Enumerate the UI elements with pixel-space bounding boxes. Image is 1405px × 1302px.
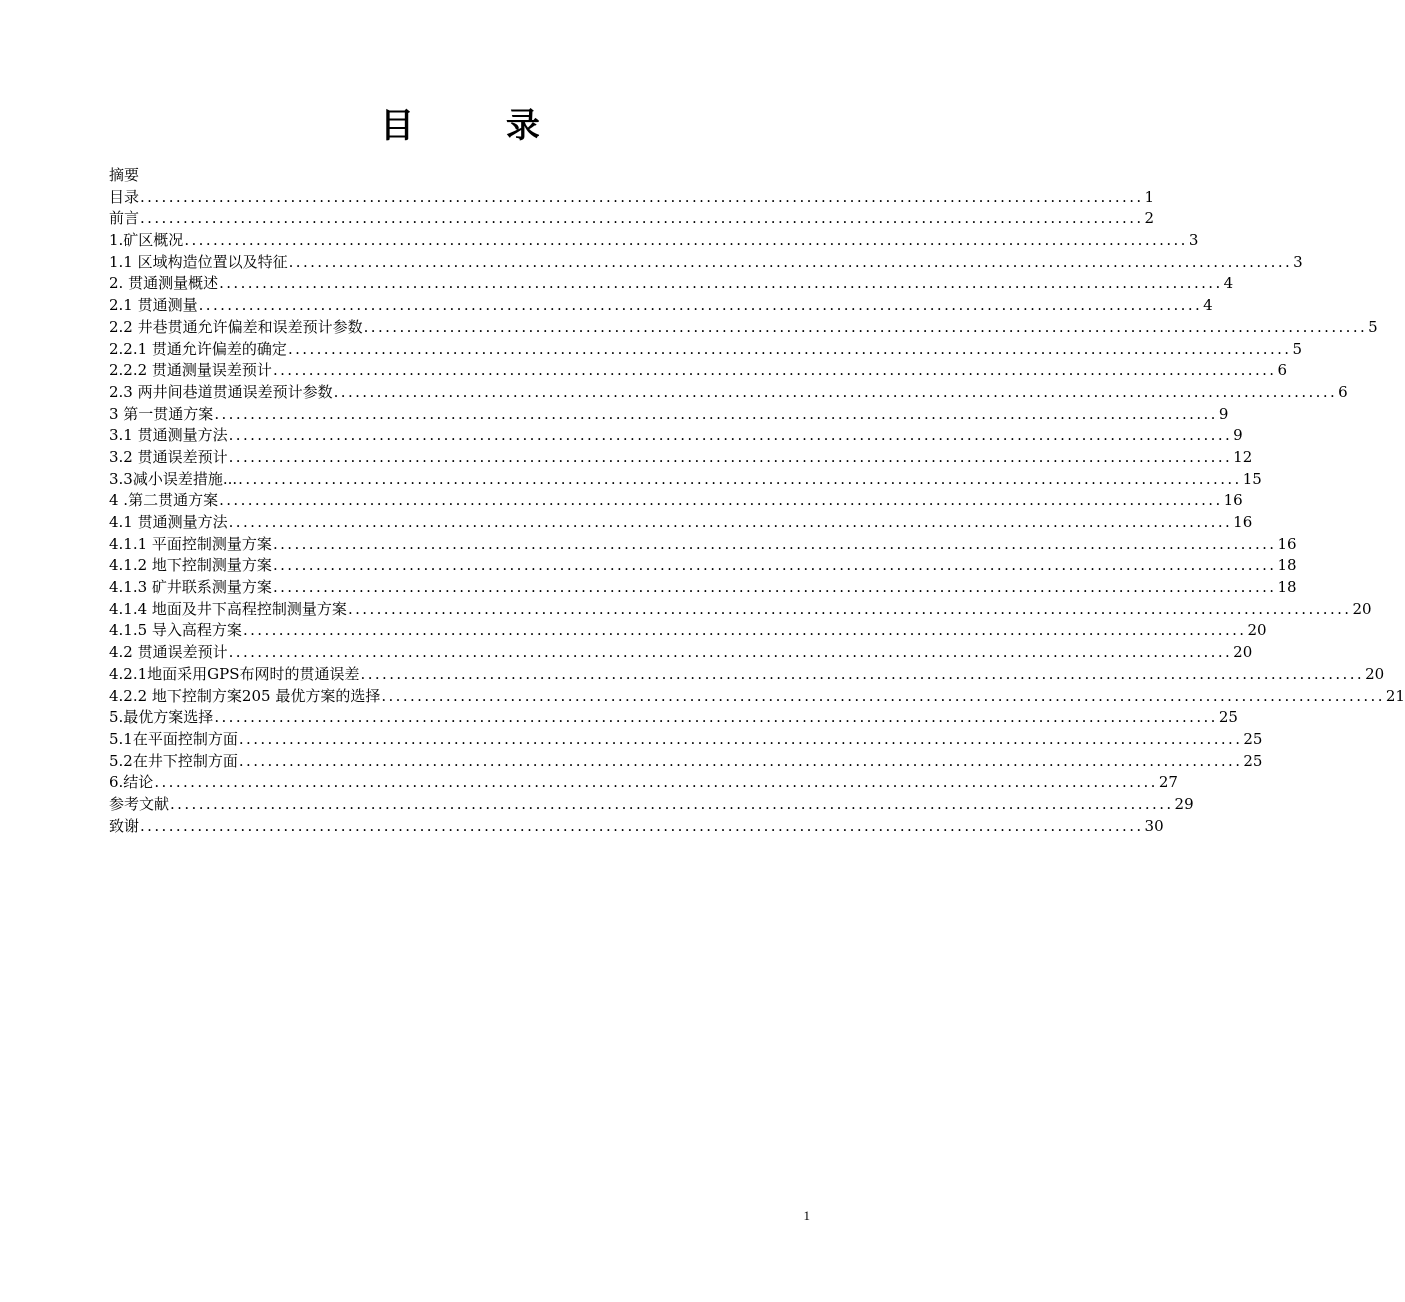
toc-entry-page: 4 xyxy=(1203,296,1213,315)
toc-entry-label: 4.1 贯通测量方法 xyxy=(109,513,228,531)
toc-entry[interactable] xyxy=(109,577,1297,599)
toc-dot-leader: ............................................................................................................................................ xyxy=(214,708,1218,727)
toc-entry-page: 16 xyxy=(1233,513,1253,531)
toc-dot-leader: ............................................................................................................................................ xyxy=(272,578,1277,597)
toc-entry[interactable] xyxy=(109,165,779,187)
toc-entry-label: 3.1 贯通测量方法 xyxy=(109,426,228,445)
toc-entry-label: 2.2.2 贯通测量误差预计 xyxy=(109,361,272,380)
toc-entry[interactable] xyxy=(109,751,1263,773)
toc-entry-page: 12 xyxy=(1233,447,1253,466)
toc-entry-label: 6.结论 xyxy=(109,773,154,792)
toc-entry-page: 20 xyxy=(1365,664,1385,683)
toc-entry-label: 1.1 区域构造位置以及特征 xyxy=(109,252,288,271)
toc-dot-leader: ............................................................................................................................................ xyxy=(238,469,1242,488)
toc-entry[interactable] xyxy=(109,447,1253,469)
table-of-contents xyxy=(109,165,1405,837)
toc-entry[interactable] xyxy=(109,729,1263,751)
toc-entry-page: 27 xyxy=(1158,773,1178,792)
toc-dot-leader: ............................................................................................................................................ xyxy=(287,339,1292,358)
toc-entry-page: 25 xyxy=(1218,708,1238,727)
toc-entry-page: 21 xyxy=(1385,686,1405,705)
toc-dot-leader: ............................................................................................................................................ xyxy=(184,231,1188,250)
toc-entry-label: 5.2在井下控制方面 xyxy=(109,751,238,770)
toc-dot-leader: ............................................................................................................................................ xyxy=(228,513,1233,531)
toc-entry[interactable] xyxy=(109,664,1385,686)
toc-dot-leader: ............................................................................................................................................ xyxy=(140,209,1144,228)
toc-entry[interactable] xyxy=(109,816,1164,838)
toc-entry-page: 16 xyxy=(1277,534,1297,553)
toc-entry-page: 25 xyxy=(1243,729,1263,748)
toc-entry-label: 致谢 xyxy=(109,816,140,835)
toc-entry[interactable] xyxy=(109,360,1288,382)
toc-dot-leader: ............................................................................................................................................ xyxy=(228,643,1233,662)
toc-dot-leader: ............................................................................................................................................ xyxy=(140,187,1144,206)
toc-dot-leader: ............................................................................................................................................ xyxy=(228,447,1233,466)
toc-entry[interactable] xyxy=(109,382,1348,404)
toc-entry-page: 15 xyxy=(1242,469,1262,488)
page-title: 目 录 xyxy=(380,106,580,146)
toc-entry-label: 4.1.5 导入高程方案 xyxy=(109,621,242,640)
toc-entry-label: 4.1.1 平面控制测量方案 xyxy=(109,534,272,553)
toc-entry-page: 3 xyxy=(1188,231,1199,250)
toc-entry-label: 5.1在平面控制方面 xyxy=(109,729,238,748)
toc-entry[interactable] xyxy=(109,273,1234,295)
toc-entry-page: 2 xyxy=(1144,209,1155,228)
toc-entry-page: 9 xyxy=(1218,404,1229,423)
toc-dot-leader: ............................................................................................................................................ xyxy=(238,751,1243,770)
toc-entry[interactable] xyxy=(109,490,1243,512)
toc-dot-leader: ............................................................................................................................................ xyxy=(363,317,1368,336)
toc-entry-page: 6 xyxy=(1338,382,1348,401)
toc-dot-leader: ............................................................................................................................................ xyxy=(219,274,1223,293)
toc-entry-label: 前言 xyxy=(109,209,140,228)
toc-entry[interactable] xyxy=(109,794,1194,816)
toc-dot-leader: ............................................................................................................................................ xyxy=(219,491,1223,510)
toc-entry-label: 参考文献 xyxy=(109,794,170,813)
toc-entry[interactable] xyxy=(109,599,1372,621)
toc-entry-page: 3 xyxy=(1293,252,1303,271)
toc-entry-label: 4.1.4 地面及井下高程控制测量方案 xyxy=(109,599,347,618)
toc-dot-leader: ............................................................................................................................................ xyxy=(333,382,1338,401)
toc-entry[interactable] xyxy=(109,404,1229,426)
toc-entry-label: 4.1.3 矿井联系测量方案 xyxy=(109,578,272,597)
toc-dot-leader: ............................................................................................................................................ xyxy=(154,773,1158,792)
toc-dot-leader: ............................................................................................................................................ xyxy=(238,729,1243,748)
toc-entry-label: 4.2.1地面采用GPS布网时的贯通误差 xyxy=(109,664,360,683)
toc-entry[interactable] xyxy=(109,772,1178,794)
toc-entry-label: 5.最优方案选择 xyxy=(109,708,214,727)
toc-entry[interactable] xyxy=(109,469,1262,491)
page-number: 1 xyxy=(803,1208,810,1223)
toc-dot-leader: ............................................................................................................................................ xyxy=(360,664,1365,683)
toc-entry[interactable] xyxy=(109,208,1155,230)
toc-entry-page: 20 xyxy=(1352,599,1372,618)
toc-entry[interactable] xyxy=(109,642,1253,664)
toc-entry[interactable] xyxy=(109,230,1199,252)
toc-dot-leader: ............................................................................................................................................ xyxy=(347,599,1352,618)
toc-dot-leader: ............................................................................................................................................ xyxy=(170,794,1174,813)
toc-dot-leader: ............................................................................................................................................ xyxy=(272,534,1277,553)
toc-entry[interactable] xyxy=(109,534,1297,556)
toc-dot-leader: ............................................................................................................................................ xyxy=(272,361,1277,380)
toc-entry[interactable] xyxy=(109,295,1213,317)
toc-entry-label: 2.2.1 贯通允许偏差的确定 xyxy=(109,339,287,358)
toc-entry-label: 3 第一贯通方案 xyxy=(109,404,214,423)
toc-entry-label: 摘要 xyxy=(109,166,140,184)
toc-dot-leader: ............................................................................................................................................ xyxy=(140,816,1144,835)
toc-entry-page: 29 xyxy=(1174,794,1194,813)
toc-entry[interactable] xyxy=(109,707,1238,729)
toc-entry-page: 20 xyxy=(1247,621,1267,640)
toc-dot-leader: ............................................................................................................................................ xyxy=(242,621,1247,640)
toc-entry[interactable] xyxy=(109,317,1378,339)
toc-entry[interactable] xyxy=(109,339,1303,361)
toc-entry-label: 4 .第二贯通方案 xyxy=(109,491,219,510)
toc-entry-label: 4.2 贯通误差预计 xyxy=(109,643,228,662)
toc-entry-label: 4.1.2 地下控制测量方案 xyxy=(109,556,272,575)
toc-dot-leader: ............................................................................................................................................ xyxy=(214,404,1218,423)
toc-entry-label: 2.3 两井间巷道贯通误差预计参数 xyxy=(109,382,333,401)
toc-entry-page: 18 xyxy=(1277,578,1297,597)
toc-entry[interactable] xyxy=(109,425,1243,447)
toc-entry-label: 4.2.2 地下控制方案205 最优方案的选择 xyxy=(109,686,381,705)
toc-dot-leader: ............................................................................................................................................ xyxy=(381,686,1385,705)
toc-entry[interactable] xyxy=(109,252,1303,274)
toc-entry-label: 2. 贯通测量概述 xyxy=(109,274,219,293)
toc-entry-page: 16 xyxy=(1223,491,1243,510)
toc-entry-page: 20 xyxy=(1233,643,1253,662)
toc-dot-leader: ............................................................................................................................................ xyxy=(198,296,1203,315)
toc-entry-label: 1.矿区概况 xyxy=(109,231,184,250)
toc-entry-label: 3.2 贯通误差预计 xyxy=(109,447,228,466)
toc-entry[interactable] xyxy=(109,686,1405,708)
toc-entry-label: 2.2 井巷贯通允许偏差和误差预计参数 xyxy=(109,317,363,336)
toc-entry-page: 18 xyxy=(1277,556,1297,575)
toc-entry[interactable] xyxy=(109,555,1297,577)
toc-entry-label: 3.3减小误差措施... xyxy=(109,469,238,488)
toc-entry-page: 9 xyxy=(1233,426,1243,445)
toc-entry[interactable] xyxy=(109,512,1253,534)
toc-entry-page: 5 xyxy=(1368,317,1378,336)
toc-entry-label: 目录 xyxy=(109,187,140,206)
toc-dot-leader: ............................................................................................................................................ xyxy=(288,252,1293,271)
toc-entry-label: 2.1 贯通测量 xyxy=(109,296,198,315)
toc-entry[interactable] xyxy=(109,187,1155,209)
toc-entry-page: 25 xyxy=(1243,751,1263,770)
toc-dot-leader: ............................................................................................................................................ xyxy=(228,426,1233,445)
toc-entry-page: 30 xyxy=(1144,816,1164,835)
toc-entry-page: 1 xyxy=(1144,187,1155,206)
toc-entry-page: 5 xyxy=(1292,339,1303,358)
toc-entry-page: 4 xyxy=(1223,274,1234,293)
toc-entry-page: 6 xyxy=(1277,361,1288,380)
toc-entry[interactable] xyxy=(109,620,1267,642)
toc-dot-leader: ............................................................................................................................................ xyxy=(272,556,1277,575)
